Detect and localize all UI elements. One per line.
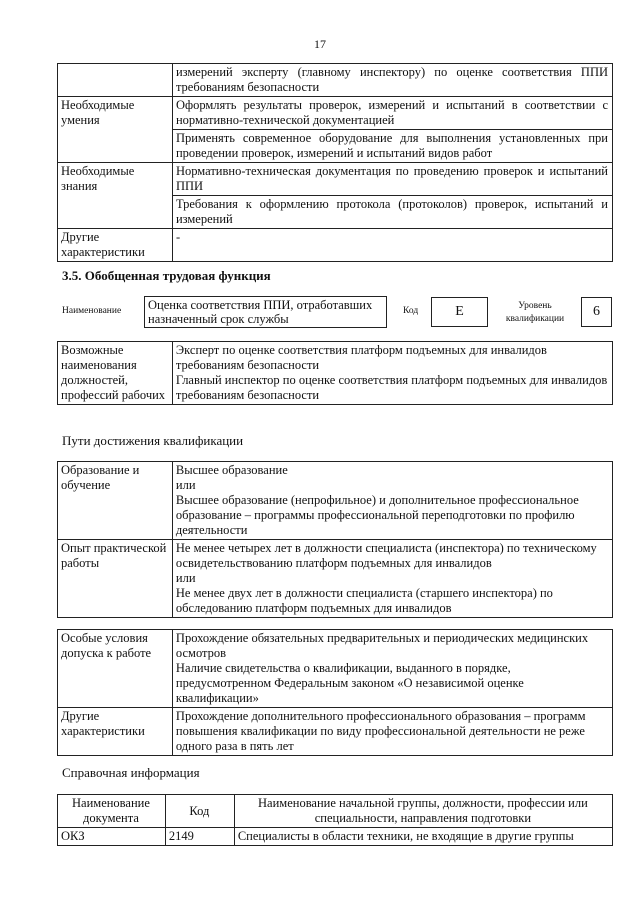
list-item: или (175, 478, 196, 492)
row-label: Необходимые знания (58, 163, 173, 229)
table-row (58, 229, 613, 262)
row-label: Другие характеристики (58, 229, 173, 262)
table-cell: измерений эксперту (главному инспектору) по оценке соответствия ППИ требованиям безопасности (172, 64, 612, 97)
table-row (58, 342, 613, 405)
function-name-box: Оценка соответствия ППИ, отработавших назначенный срок службы (144, 296, 387, 328)
list-item: Эксперт по оценке соответствия платформ подъемных для инвалидов требованиям безопасности (175, 343, 547, 372)
page-number: 17 (314, 37, 326, 51)
list-item: или (175, 571, 196, 585)
row-label: Образование и обучение (58, 462, 173, 540)
conditions-table (57, 629, 613, 756)
table-row (58, 97, 613, 130)
skills-table (57, 63, 613, 262)
list-item: Не менее двух лет в должности специалиста (старшего инспектора) по обследованию платформ подъемных для инвалидов (175, 586, 553, 615)
table-cell (172, 630, 612, 708)
table-cell: Требования к оформлению протокола (протоколов) проверок, испытаний и измерений (172, 196, 612, 229)
column-header: Наименование начальной группы, должности, профессии или специальности, направления подготовки (234, 795, 612, 828)
table-header-row (58, 795, 613, 828)
level-box: 6 (581, 297, 612, 327)
table-row (58, 64, 613, 97)
row-label: Опыт практической работы (58, 540, 173, 618)
list-item: Высшее образование (175, 463, 288, 477)
name-label: Наименование (62, 306, 122, 316)
list-item: Не менее четырех лет в должности специалиста (инспектора) по техническому освидетельствованию платформ подъемных для инвалидов (175, 541, 597, 570)
positions-table (57, 341, 613, 405)
section-title: 3.5. Обобщенная трудовая функция (62, 268, 271, 283)
list-item: Прохождение дополнительного профессионального образования – программ повышения квалификации по виду профессиональной деятельности не реже одного раза в пять лет (175, 709, 586, 753)
level-label: Уровень квалификации (505, 301, 565, 324)
table-cell: Применять современное оборудование для выполнения установленных при проведении проверок, измерений и испытаний видов работ (172, 130, 612, 163)
list-item: Высшее образование (непрофильное) и дополнительное профессиональное образование – программы профессиональной переподготовки по профилю деятельности (175, 493, 579, 537)
reference-heading: Справочная информация (62, 765, 200, 780)
table-cell: - (172, 229, 612, 262)
table-cell (172, 462, 612, 540)
reference-table (57, 794, 613, 846)
row-label (58, 64, 173, 97)
table-cell (172, 540, 612, 618)
column-header: Наименование документа (58, 795, 166, 828)
list-item: Наличие свидетельства о квалификации, выданного в порядке, предусмотренном Федеральным законом «О независимой оценке квалификации» (175, 661, 524, 705)
row-label: Возможные наименования должностей, профессий рабочих (58, 342, 173, 405)
column-header: Код (165, 795, 234, 828)
table-row (58, 540, 613, 618)
list-item: Главный инспектор по оценке соответствия платформ подъемных для инвалидов требованиям безопасности (175, 373, 608, 402)
table-cell: Специалисты в области техники, не входящие в другие группы (234, 828, 612, 846)
table-row (58, 163, 613, 196)
list-item: Прохождение обязательных предварительных и периодических медицинских осмотров (175, 631, 589, 660)
qual-paths-heading: Пути достижения квалификации (62, 433, 244, 448)
table-cell: Оформлять результаты проверок, измерений и испытаний в соответствии с нормативно-технической документацией (172, 97, 612, 130)
row-label: Особые условия допуска к работе (58, 630, 173, 708)
table-row (58, 630, 613, 708)
qual-paths-table (57, 461, 613, 618)
table-cell (172, 708, 612, 756)
table-cell: Нормативно-техническая документация по проведению проверок и испытаний ППИ (172, 163, 612, 196)
table-row (58, 708, 613, 756)
row-label: Другие характеристики (58, 708, 173, 756)
code-label: Код (403, 306, 419, 316)
table-cell: 2149 (165, 828, 234, 846)
code-box: E (431, 297, 488, 327)
table-cell: ОКЗ (58, 828, 166, 846)
row-label: Необходимые умения (58, 97, 173, 163)
table-row (58, 462, 613, 540)
table-row (58, 828, 613, 846)
table-cell (172, 342, 612, 405)
